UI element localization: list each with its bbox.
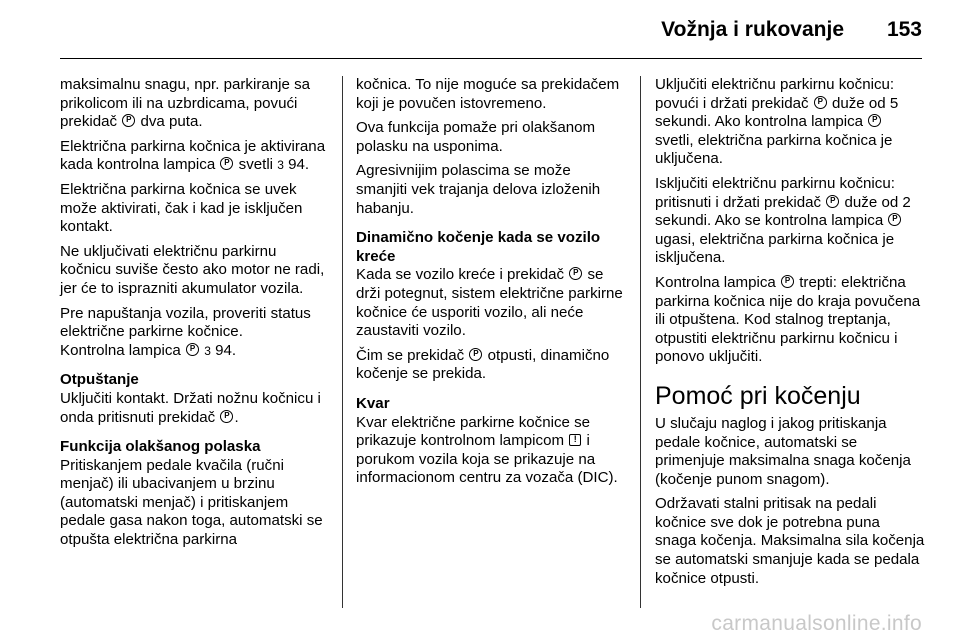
parking-brake-icon: [826, 195, 839, 208]
column-2: [356, 76, 626, 494]
parking-brake-icon: [186, 343, 199, 356]
parking-brake-icon: [868, 114, 881, 127]
header-rule: [60, 58, 922, 59]
column-divider-2: [640, 76, 641, 608]
column-3: [655, 76, 925, 594]
page-number: 153: [886, 18, 922, 41]
paragraph: Pritiskanjem pedale kvačila (ručni menjač) ili ubacivanjem u brzinu (automatski menjač) i pritiskanjem pedale gasa nakon toga, automatski se otpušta električna parkirna: [60, 456, 323, 549]
parking-brake-icon: [814, 96, 827, 109]
paragraph: Električna parkirna kočnica se uvek može aktivirati, čak i kad je isključen kontakt.: [60, 180, 303, 236]
page-header: [60, 0, 922, 58]
parking-brake-icon: [569, 267, 582, 280]
section-heading: Funkcija olakšanog polaska: [60, 438, 261, 456]
paragraph: kočnica. To nije moguće sa prekidačem koji je povučen istovremeno.: [356, 76, 620, 112]
brake-warning-icon: [569, 434, 581, 446]
section-title: Pomoć pri kočenju: [655, 381, 861, 410]
paragraph: Uključiti kontakt. Držati nožnu kočnicu i onda pritisnuti prekidač P .: [60, 390, 328, 427]
parking-brake-icon: [888, 213, 901, 226]
parking-brake-icon: [781, 275, 794, 288]
column-divider-1: [342, 76, 343, 608]
section-heading: Dinamično kočenje kada se vozilo kreće: [356, 229, 601, 265]
paragraph: U slučaju naglog i jakog pritiskanja pedale kočnice, automatski se primenjuje maksimalna snaga kočenja (kočenje punom snagom).: [655, 414, 911, 488]
page-ref-link[interactable]: 94.: [288, 156, 310, 174]
paragraph: Kada se vozilo kreće i prekidač P se drži potegnut, sistem električne parkirne kočnice će usporiti vozilo, ali neće zaustaviti vozilo.: [356, 266, 626, 340]
paragraph: Ova funkcija pomaže pri olakšanom polasku na usponima.: [356, 119, 596, 155]
paragraph: Pre napuštanja vozila, proveriti status električne parkirne kočnice. Kontrolna lampica P 3 94.: [60, 305, 328, 361]
paragraph: Kvar električne parkirne kočnice se prikazuje kontrolnom lampicom ! i porukom vozila koja se prikazuje na informacionom centru za vozača (DIC).: [356, 414, 626, 488]
parking-brake-icon: [220, 157, 233, 170]
paragraph: Kontrolna lampica P trepti: električna parkirna kočnica nije do kraja povučena ili otpuštena. Kod stalnog treptanja, otpustiti električnu parkirnu kočnicu i ponovo uključiti.: [655, 274, 925, 367]
paragraph: maksimalnu snagu, npr. parkiranje sa prikolicom ili na uzbrdicama, povući prekidač P dva puta.: [60, 76, 328, 132]
page-ref-arrow-icon: 3: [204, 343, 211, 358]
page-ref-arrow-icon: 3: [277, 158, 284, 173]
parking-brake-icon: [122, 114, 135, 127]
page-title: Vožnja i rukovanje: [661, 18, 844, 41]
paragraph: Isključiti električnu parkirnu kočnicu: pritisnuti i držati prekidač P duže od 2 sekundi. Ako se kontrolna lampica P ugasi, električna parkirna kočnica je isključena.: [655, 175, 925, 268]
paragraph: Električna parkirna kočnica je aktivirana kada kontrolna lampica P svetli 3 94.: [60, 138, 328, 175]
paragraph: Ne uključivati električnu parkirnu kočnicu suviše često ako motor ne radi, jer će to isprazniti akumulator vozila.: [60, 242, 325, 297]
page-ref-link[interactable]: 94.: [215, 341, 237, 359]
paragraph: Održavati stalni pritisak na pedali kočnice sve dok je potrebna puna snaga kočenja. Maksimalna sila kočenja se automatski smanjuje kada se pedala kočnice otpusti.: [655, 495, 925, 587]
parking-brake-icon: [220, 410, 233, 423]
section-heading: Otpuštanje: [60, 371, 139, 389]
parking-brake-icon: [469, 348, 482, 361]
paragraph: Agresivnijim polascima se može smanjiti vek trajanja delova izloženih habanju.: [356, 162, 601, 217]
paragraph: Čim se prekidač P otpusti, dinamično kočenje se prekida.: [356, 347, 626, 384]
section-heading: Kvar: [356, 394, 390, 412]
watermark: carmanualsonline.info: [711, 612, 922, 635]
column-1: [60, 76, 328, 556]
paragraph: Uključiti električnu parkirnu kočnicu: povući i držati prekidač P duže od 5 sekundi. Ako kontrolna lampica P svetli, električna parkirna kočnica je uključena.: [655, 76, 925, 169]
